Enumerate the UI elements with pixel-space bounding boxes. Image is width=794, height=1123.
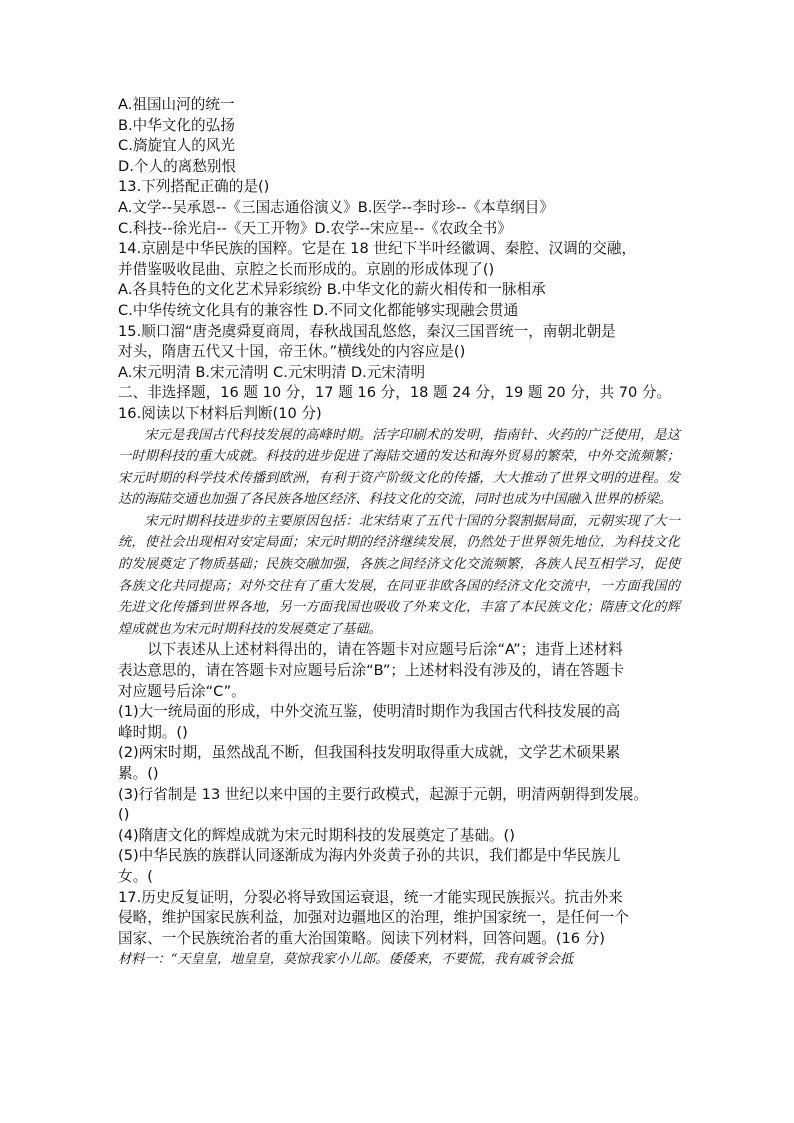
question-14 [118, 239, 680, 321]
q14-stem-line2: 并借鉴吸收昆曲、京腔之长而形成的。京剧的形成体现了() [118, 260, 495, 278]
q13-stem: 13.下列搭配正确的是() [118, 178, 270, 196]
q16-material-paragraph-1: 宋元是我国古代科技发展的高峰时期。活字印刷术的发明，指南针、火药的广泛使用，是这一时期科技的重大成就。科技的进步促进了海陆交通的发达和海外贸易的繁荣，中外交流频繁；宋元时期的科学技术传播到欧洲，有利于资产阶级文化的传播，大大推动了世界文明的进程。发达的海陆交通也加强了各民族各地区经济、科技文化的交流，同时也成为中国融入世界的桥梁。 [118, 427, 680, 508]
q16-item-5-line1: (5)中华民族的族群认同逐渐成为海内外炎黄子孙的共识，我们都是中华民族儿 [118, 847, 621, 865]
q16-item-2-line1: (2)两宋时期，虽然战乱不断，但我国科技发明取得重大成就，文学艺术硕果累 [118, 744, 621, 762]
q16-instruction-line3: 对应题号后涂“C”。 [118, 682, 246, 700]
question-13 [118, 177, 680, 239]
q17-stem-line1: 17.历史反复证明，分裂必将导致国运衰退，统一才能实现民族振兴。抗击外来 [118, 888, 623, 906]
q12-option-b: B.中华文化的弘扬 [118, 116, 235, 134]
q13-options-ab: A.文学--吴承恩--《三国志通俗演义》B.医学--李时珍--《本草纲目》 [118, 198, 554, 216]
exam-page [118, 95, 680, 971]
question-17 [118, 888, 680, 971]
q16-item-1-line2: 峰时期。() [118, 723, 188, 741]
q17-material-1: 材料一：“天皇皇，地皇皇，莫惊我家小儿郎。倭倭来，不要慌，我有戚爷会抵 [118, 952, 574, 968]
q16-item-3-line2: () [118, 806, 130, 824]
q15-options: A.宋元明清 B.宋元清明 C.元宋明清 D.元宋清明 [118, 363, 426, 381]
q16-item-3-line1: (3)行省制是 13 世纪以来中国的主要行政模式，起源于元朝，明清两朝得到发展。 [118, 785, 649, 803]
q17-stem-line3: 国家、一个民族统治者的重大治国策略。阅读下列材料，回答问题。(16 分) [118, 929, 606, 947]
q13-options-cd: C.科技--徐光启--《天工开物》D.农学--宋应星--《农政全书》 [118, 219, 512, 237]
q16-item-2-line2: 累。() [118, 765, 159, 782]
q16-item-1-line1: (1)大一统局面的形成，中外交流互鉴，使明清时期作为我国古代科技发展的高 [118, 703, 621, 721]
q15-stem-line1: 15.顺口溜“唐尧虞舜夏商周，春秋战国乱悠悠，秦汉三国晋统一，南朝北朝是 [118, 322, 616, 340]
q16-stem: 16.阅读以下材料后判断(10 分) [118, 404, 322, 422]
q16-instruction-line2: 表达意思的，请在答题卡对应题号后涂“B”；上述材料没有涉及的，请在答题卡 [118, 662, 624, 680]
q12-option-d: D.个人的离愁别恨 [118, 157, 237, 175]
q14-options-ab: A.各具特色的文化艺术异彩缤纷 B.中华文化的薪火相传和一脉相承 [118, 281, 546, 299]
question-15 [118, 322, 680, 384]
q14-stem-line1: 14.京剧是中华民族的国粹。它是在 18 世纪下半叶经徽调、秦腔、汉调的交融， [118, 240, 637, 258]
q16-item-5-line2: 女。( [118, 867, 153, 885]
q16-material-paragraph-2: 宋元时期科技进步的主要原因包括：北宋结束了五代十国的分裂割据局面，元朝实现了大一统，使社会出现相对安定局面；宋元时期的经济继续发展，仍然处于世界领先地位，为科技文化的发展奠定了物质基础；民族交融加强，各族之间经济文化交流频繁，各族人民互相学习，促使各族文化共同提高；对外交往有了重大发展，在同亚非欧各国的经济文化交流中，一方面我国的先进文化传播到世界各地，另一方面我国也吸收了外来文化，丰富了本民族文化；隋唐文化的辉煌成就也为宋元时期科技的发展奠定了基础。 [118, 513, 680, 637]
section-2-heading: 二、非选择题，16 题 10 分，17 题 16 分，18 题 24 分，19 题 20 分，共 70 分。 [118, 384, 672, 402]
q12-option-a: A.祖国山河的统一 [118, 96, 235, 113]
question-16 [118, 404, 680, 888]
q16-item-4-line1: (4)隋唐文化的辉煌成就为宋元时期科技的发展奠定了基础。() [118, 826, 515, 844]
q15-stem-line2: 对头，隋唐五代又十国，帝王休。”横线处的内容应是() [118, 343, 466, 361]
q12-options [118, 95, 680, 177]
q14-options-cd: C.中华传统文化具有的兼容性 D.不同文化都能够实现融会贯通 [118, 301, 519, 319]
q12-option-c: C.旖旋宜人的风光 [118, 137, 235, 155]
q16-instruction-line1: 以下表述从上述材料得出的，请在答题卡对应题号后涂“A”；违背上述材料 [147, 641, 623, 659]
q17-stem-line2: 侵略，维护国家民族利益，加强对边疆地区的治理，维护国家统一，是任何一个 [118, 909, 629, 927]
